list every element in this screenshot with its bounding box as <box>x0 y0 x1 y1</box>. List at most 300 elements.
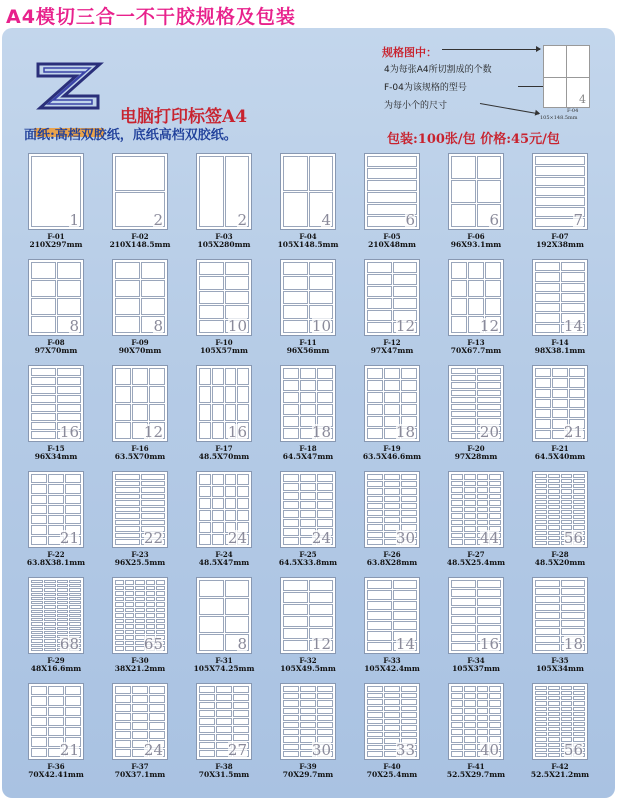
label-cell <box>535 368 551 377</box>
label-cell <box>31 515 47 524</box>
label-cell <box>31 639 43 642</box>
label-cell <box>199 634 224 651</box>
label-layout-thumbnail <box>28 365 84 442</box>
spec-model: F-34 <box>467 656 485 665</box>
label-cell <box>384 503 400 509</box>
label-cell <box>561 515 573 519</box>
label-cell <box>44 597 56 600</box>
label-cell <box>199 702 215 709</box>
label-cell <box>141 487 166 493</box>
label-cell <box>132 404 148 421</box>
label-cell <box>225 404 237 421</box>
label-cell <box>115 422 131 439</box>
label-cell <box>367 590 392 599</box>
label-cell <box>31 413 56 421</box>
label-cell <box>451 526 463 532</box>
label-cell <box>225 291 250 304</box>
label-cell <box>115 630 124 635</box>
label-cell <box>317 722 333 728</box>
label-cell <box>367 524 383 530</box>
label-cell <box>300 519 316 527</box>
label-cell <box>561 495 573 499</box>
label-cell <box>393 298 418 309</box>
label-cell <box>57 413 82 421</box>
label-cell <box>146 624 155 629</box>
label-cell <box>31 717 47 726</box>
label-cell <box>401 496 417 502</box>
label-cell <box>384 481 400 487</box>
label-cell <box>309 580 334 591</box>
label-cell <box>65 696 81 705</box>
label-cell <box>477 382 502 388</box>
spec-model: F-21 <box>551 444 569 453</box>
label-cell <box>31 614 43 617</box>
label-cell <box>225 498 237 509</box>
spec-model: F-09 <box>131 338 149 347</box>
label-count: 24 <box>311 529 331 547</box>
label-cell <box>199 498 211 509</box>
spec-item <box>352 254 436 360</box>
spec-model: F-24 <box>215 550 233 559</box>
label-cell <box>125 641 134 646</box>
label-cell <box>141 507 166 513</box>
label-count: 10 <box>311 317 331 335</box>
label-cell <box>146 602 155 607</box>
label-cell <box>309 276 334 289</box>
label-cell <box>300 404 316 415</box>
label-cell <box>31 404 56 412</box>
label-cell <box>464 526 476 532</box>
label-cell <box>31 280 56 297</box>
label-cell <box>477 156 502 179</box>
label-cell <box>367 474 383 480</box>
label-cell <box>44 644 56 647</box>
label-cell <box>199 276 224 289</box>
label-cell <box>44 631 56 634</box>
label-cell <box>548 510 560 514</box>
label-cell <box>548 474 560 478</box>
label-cell <box>31 622 43 625</box>
label-cell <box>309 604 334 615</box>
legend-sample-number: 4 <box>579 93 586 106</box>
label-cell <box>535 541 547 545</box>
label-cell <box>283 736 299 742</box>
spec-size: 38X21.2mm <box>114 664 166 673</box>
label-cell <box>283 616 308 627</box>
label-cell <box>367 719 383 725</box>
label-cell <box>57 601 69 604</box>
label-cell <box>535 324 560 333</box>
label-cell <box>216 702 232 709</box>
label-cell <box>535 177 585 186</box>
label-cell <box>199 710 215 717</box>
label-cell <box>115 526 140 532</box>
label-cell <box>309 592 334 603</box>
label-count: 8 <box>153 317 163 335</box>
label-cell <box>367 262 392 273</box>
legend-sample-thumbnail <box>543 45 590 108</box>
label-cell <box>31 601 43 604</box>
label-cell <box>225 474 237 485</box>
label-cell <box>199 598 224 615</box>
label-cell <box>233 726 249 733</box>
spec-item <box>520 572 604 678</box>
spec-size: 52.5X21.2mm <box>530 770 590 779</box>
label-cell <box>283 604 308 615</box>
label-count: 7 <box>573 211 583 229</box>
label-cell <box>384 699 400 705</box>
label-cell <box>132 695 148 703</box>
label-cell <box>367 745 383 751</box>
label-cell <box>401 481 417 487</box>
label-cell <box>149 404 165 421</box>
label-cell <box>367 738 383 744</box>
label-cell <box>31 525 47 534</box>
label-layout-thumbnail <box>196 577 252 654</box>
legend-arrow-1 <box>442 49 540 50</box>
label-cell <box>199 156 224 227</box>
label-count: 27 <box>227 741 247 759</box>
label-cell <box>212 534 224 545</box>
legend-line-size: 为每小个的尺寸 <box>384 101 448 111</box>
label-cell <box>31 495 47 504</box>
label-cell <box>464 513 476 519</box>
label-cell <box>451 616 476 624</box>
label-cell <box>535 628 560 635</box>
spec-size: 64.5X40mm <box>534 452 586 461</box>
label-cell <box>401 488 417 494</box>
label-cell <box>393 590 418 599</box>
label-cell <box>477 625 502 633</box>
label-cell <box>552 399 568 408</box>
label-cell <box>115 298 140 315</box>
label-layout-thumbnail <box>112 471 168 548</box>
label-cell <box>300 380 316 391</box>
label-cell <box>464 744 476 750</box>
label-cell <box>367 368 383 379</box>
label-cell <box>477 487 489 493</box>
label-layout-thumbnail <box>280 683 336 760</box>
label-cell <box>125 602 134 607</box>
label-cell <box>548 536 560 540</box>
label-cell <box>146 580 155 585</box>
label-cell <box>44 618 56 621</box>
label-cell <box>31 580 43 583</box>
label-cell <box>451 520 463 526</box>
label-cell <box>548 727 560 731</box>
label-cell <box>477 520 489 526</box>
label-cell <box>233 734 249 741</box>
label-cell <box>552 409 568 418</box>
label-cell <box>216 734 232 741</box>
label-cell <box>548 525 560 529</box>
spec-model: F-30 <box>131 656 149 665</box>
label-cell <box>535 484 547 488</box>
spec-item <box>16 678 100 784</box>
label-cell <box>199 404 211 421</box>
spec-size: 63.8X28mm <box>366 558 418 567</box>
label-cell <box>401 404 417 415</box>
label-cell <box>548 691 560 695</box>
label-cell <box>156 608 165 613</box>
label-cell <box>561 620 586 627</box>
brand-logo <box>34 60 104 126</box>
label-cell <box>489 494 501 500</box>
label-cell <box>489 729 501 735</box>
label-cell <box>283 708 299 714</box>
label-cell <box>535 722 547 726</box>
spec-model: F-29 <box>47 656 65 665</box>
label-cell <box>115 613 124 618</box>
label-cell <box>451 598 476 606</box>
label-cell <box>115 624 124 629</box>
label-cell <box>283 474 299 482</box>
label-layout-thumbnail <box>196 683 252 760</box>
label-cell <box>317 729 333 735</box>
label-cell <box>401 380 417 391</box>
label-cell <box>485 262 501 279</box>
label-cell <box>384 368 400 379</box>
label-cell <box>393 262 418 273</box>
spec-item <box>268 254 352 360</box>
label-cell <box>283 192 308 227</box>
label-cell <box>225 386 237 403</box>
spec-size: 70X29.7mm <box>282 770 334 779</box>
label-cell <box>464 686 476 692</box>
spec-model: F-40 <box>383 762 401 771</box>
label-cell <box>317 510 333 518</box>
label-cell <box>367 168 417 179</box>
label-cell <box>212 522 224 533</box>
label-cell <box>283 416 299 427</box>
label-cell <box>317 404 333 415</box>
label-count: 1 <box>69 211 79 229</box>
label-cell <box>225 616 250 633</box>
label-cell <box>48 474 64 483</box>
label-cell <box>132 368 148 385</box>
label-cell <box>451 715 463 721</box>
label-cell <box>199 750 215 757</box>
spec-size: 105X49.5mm <box>280 664 336 673</box>
spec-model: F-26 <box>383 550 401 559</box>
label-cell <box>535 691 547 695</box>
label-layout-thumbnail <box>532 365 588 442</box>
label-cell <box>477 500 489 506</box>
label-cell <box>535 293 560 302</box>
label-cell <box>225 276 250 289</box>
label-cell <box>573 500 585 504</box>
label-cell <box>561 500 573 504</box>
legend-sample-model: F-04 <box>567 108 579 114</box>
label-cell <box>535 500 547 504</box>
label-cell <box>367 322 392 333</box>
label-cell <box>31 644 43 647</box>
label-cell <box>309 156 334 191</box>
label-cell <box>31 588 43 591</box>
label-cell <box>451 494 463 500</box>
label-layout-thumbnail <box>532 577 588 654</box>
label-count: 10 <box>227 317 247 335</box>
spec-model: F-18 <box>299 444 317 453</box>
label-cell <box>535 686 547 690</box>
label-cell <box>561 732 573 736</box>
spec-size: 70X37.1mm <box>114 770 166 779</box>
label-cell <box>31 386 56 394</box>
label-cell <box>451 693 463 699</box>
label-cell <box>317 700 333 706</box>
label-cell <box>65 474 81 483</box>
spec-model: F-22 <box>47 550 65 559</box>
spec-size: 210X148.5mm <box>109 240 171 249</box>
label-layout-thumbnail <box>280 153 336 230</box>
spec-size: 70X25.4mm <box>366 770 418 779</box>
label-cell <box>535 389 551 398</box>
label-cell <box>561 505 573 509</box>
label-cell <box>573 696 585 700</box>
label-count: 14 <box>563 317 583 335</box>
label-layout-thumbnail <box>448 683 504 760</box>
label-cell <box>57 618 69 621</box>
spec-model: F-17 <box>215 444 233 453</box>
label-cell <box>367 380 383 391</box>
label-cell <box>384 380 400 391</box>
spec-size: 48X16.6mm <box>30 664 82 673</box>
label-cell <box>367 601 392 610</box>
label-cell <box>535 187 585 196</box>
label-cell <box>115 646 124 651</box>
label-cell <box>132 722 148 730</box>
label-cell <box>283 686 299 692</box>
label-cell <box>199 718 215 725</box>
label-cell <box>57 395 82 403</box>
label-cell <box>548 707 560 711</box>
label-layout-thumbnail <box>532 471 588 548</box>
label-cell <box>283 156 308 191</box>
label-cell <box>561 293 586 302</box>
label-cell <box>146 619 155 624</box>
label-cell <box>199 522 211 533</box>
spec-model: F-33 <box>383 656 401 665</box>
label-cell <box>283 305 308 318</box>
spec-item <box>100 254 184 360</box>
label-cell <box>199 734 215 741</box>
label-cell <box>149 704 165 712</box>
label-cell <box>573 686 585 690</box>
label-count: 8 <box>237 635 247 653</box>
label-cell <box>451 634 476 642</box>
label-layout-thumbnail <box>112 259 168 336</box>
label-cell <box>225 486 237 497</box>
label-cell <box>300 715 316 721</box>
label-cell <box>283 380 299 391</box>
label-count: 21 <box>59 741 79 759</box>
spec-size: 98X38.1mm <box>534 346 586 355</box>
label-cell <box>48 484 64 493</box>
label-cell <box>535 430 551 439</box>
label-cell <box>149 722 165 730</box>
spec-item <box>436 148 520 254</box>
label-cell <box>367 706 383 712</box>
spec-item <box>100 466 184 572</box>
label-cell <box>31 431 56 439</box>
label-cell <box>283 700 299 706</box>
label-cell <box>57 610 69 613</box>
label-cell <box>464 715 476 721</box>
label-cell <box>489 481 501 487</box>
label-cell <box>367 631 392 640</box>
label-cell <box>283 715 299 721</box>
label-cell <box>489 700 501 706</box>
label-layout-thumbnail <box>448 471 504 548</box>
label-cell <box>393 611 418 620</box>
spec-item <box>268 466 352 572</box>
label-cell <box>401 706 417 712</box>
label-cell <box>57 404 82 412</box>
label-cell <box>135 613 144 618</box>
label-cell <box>393 601 418 610</box>
label-cell <box>485 298 501 315</box>
label-cell <box>464 474 476 480</box>
label-layout-thumbnail <box>364 365 420 442</box>
label-cell <box>464 736 476 742</box>
label-cell <box>535 419 551 428</box>
label-cell <box>477 722 489 728</box>
spec-size: 97X47mm <box>370 346 414 355</box>
label-cell <box>212 368 224 385</box>
label-layout-thumbnail <box>196 259 252 336</box>
label-cell <box>31 648 43 651</box>
label-cell <box>548 737 560 741</box>
label-cell <box>561 303 586 312</box>
spec-size: 70X42.41mm <box>28 770 84 779</box>
label-cell <box>199 616 224 633</box>
spec-model: F-04 <box>299 232 317 241</box>
label-cell <box>561 510 573 514</box>
label-cell <box>57 580 69 583</box>
label-cell <box>451 375 476 381</box>
spec-model: F-25 <box>299 550 317 559</box>
label-cell <box>367 580 392 589</box>
label-cell <box>535 399 551 408</box>
package-price: 包装:100张/包 价格:45元/包 <box>387 132 560 147</box>
label-cell <box>237 510 249 521</box>
label-cell <box>401 686 417 692</box>
label-cell <box>451 729 463 735</box>
label-cell <box>31 474 47 483</box>
label-cell <box>384 732 400 738</box>
label-cell <box>561 701 573 705</box>
label-cell <box>65 727 81 736</box>
label-cell <box>367 404 383 415</box>
label-cell <box>548 541 560 545</box>
label-cell <box>451 474 463 480</box>
spec-model: F-38 <box>215 762 233 771</box>
label-cell <box>573 707 585 711</box>
label-cell <box>44 627 56 630</box>
label-layout-thumbnail <box>28 153 84 230</box>
label-cell <box>199 262 224 275</box>
label-cell <box>69 627 81 630</box>
label-cell <box>535 588 560 595</box>
label-cell <box>535 644 560 651</box>
label-cell <box>125 624 134 629</box>
label-count: 6 <box>489 211 499 229</box>
label-cell <box>477 390 502 396</box>
spec-item <box>100 148 184 254</box>
label-cell <box>451 533 463 539</box>
label-cell <box>548 479 560 483</box>
label-cell <box>125 619 134 624</box>
